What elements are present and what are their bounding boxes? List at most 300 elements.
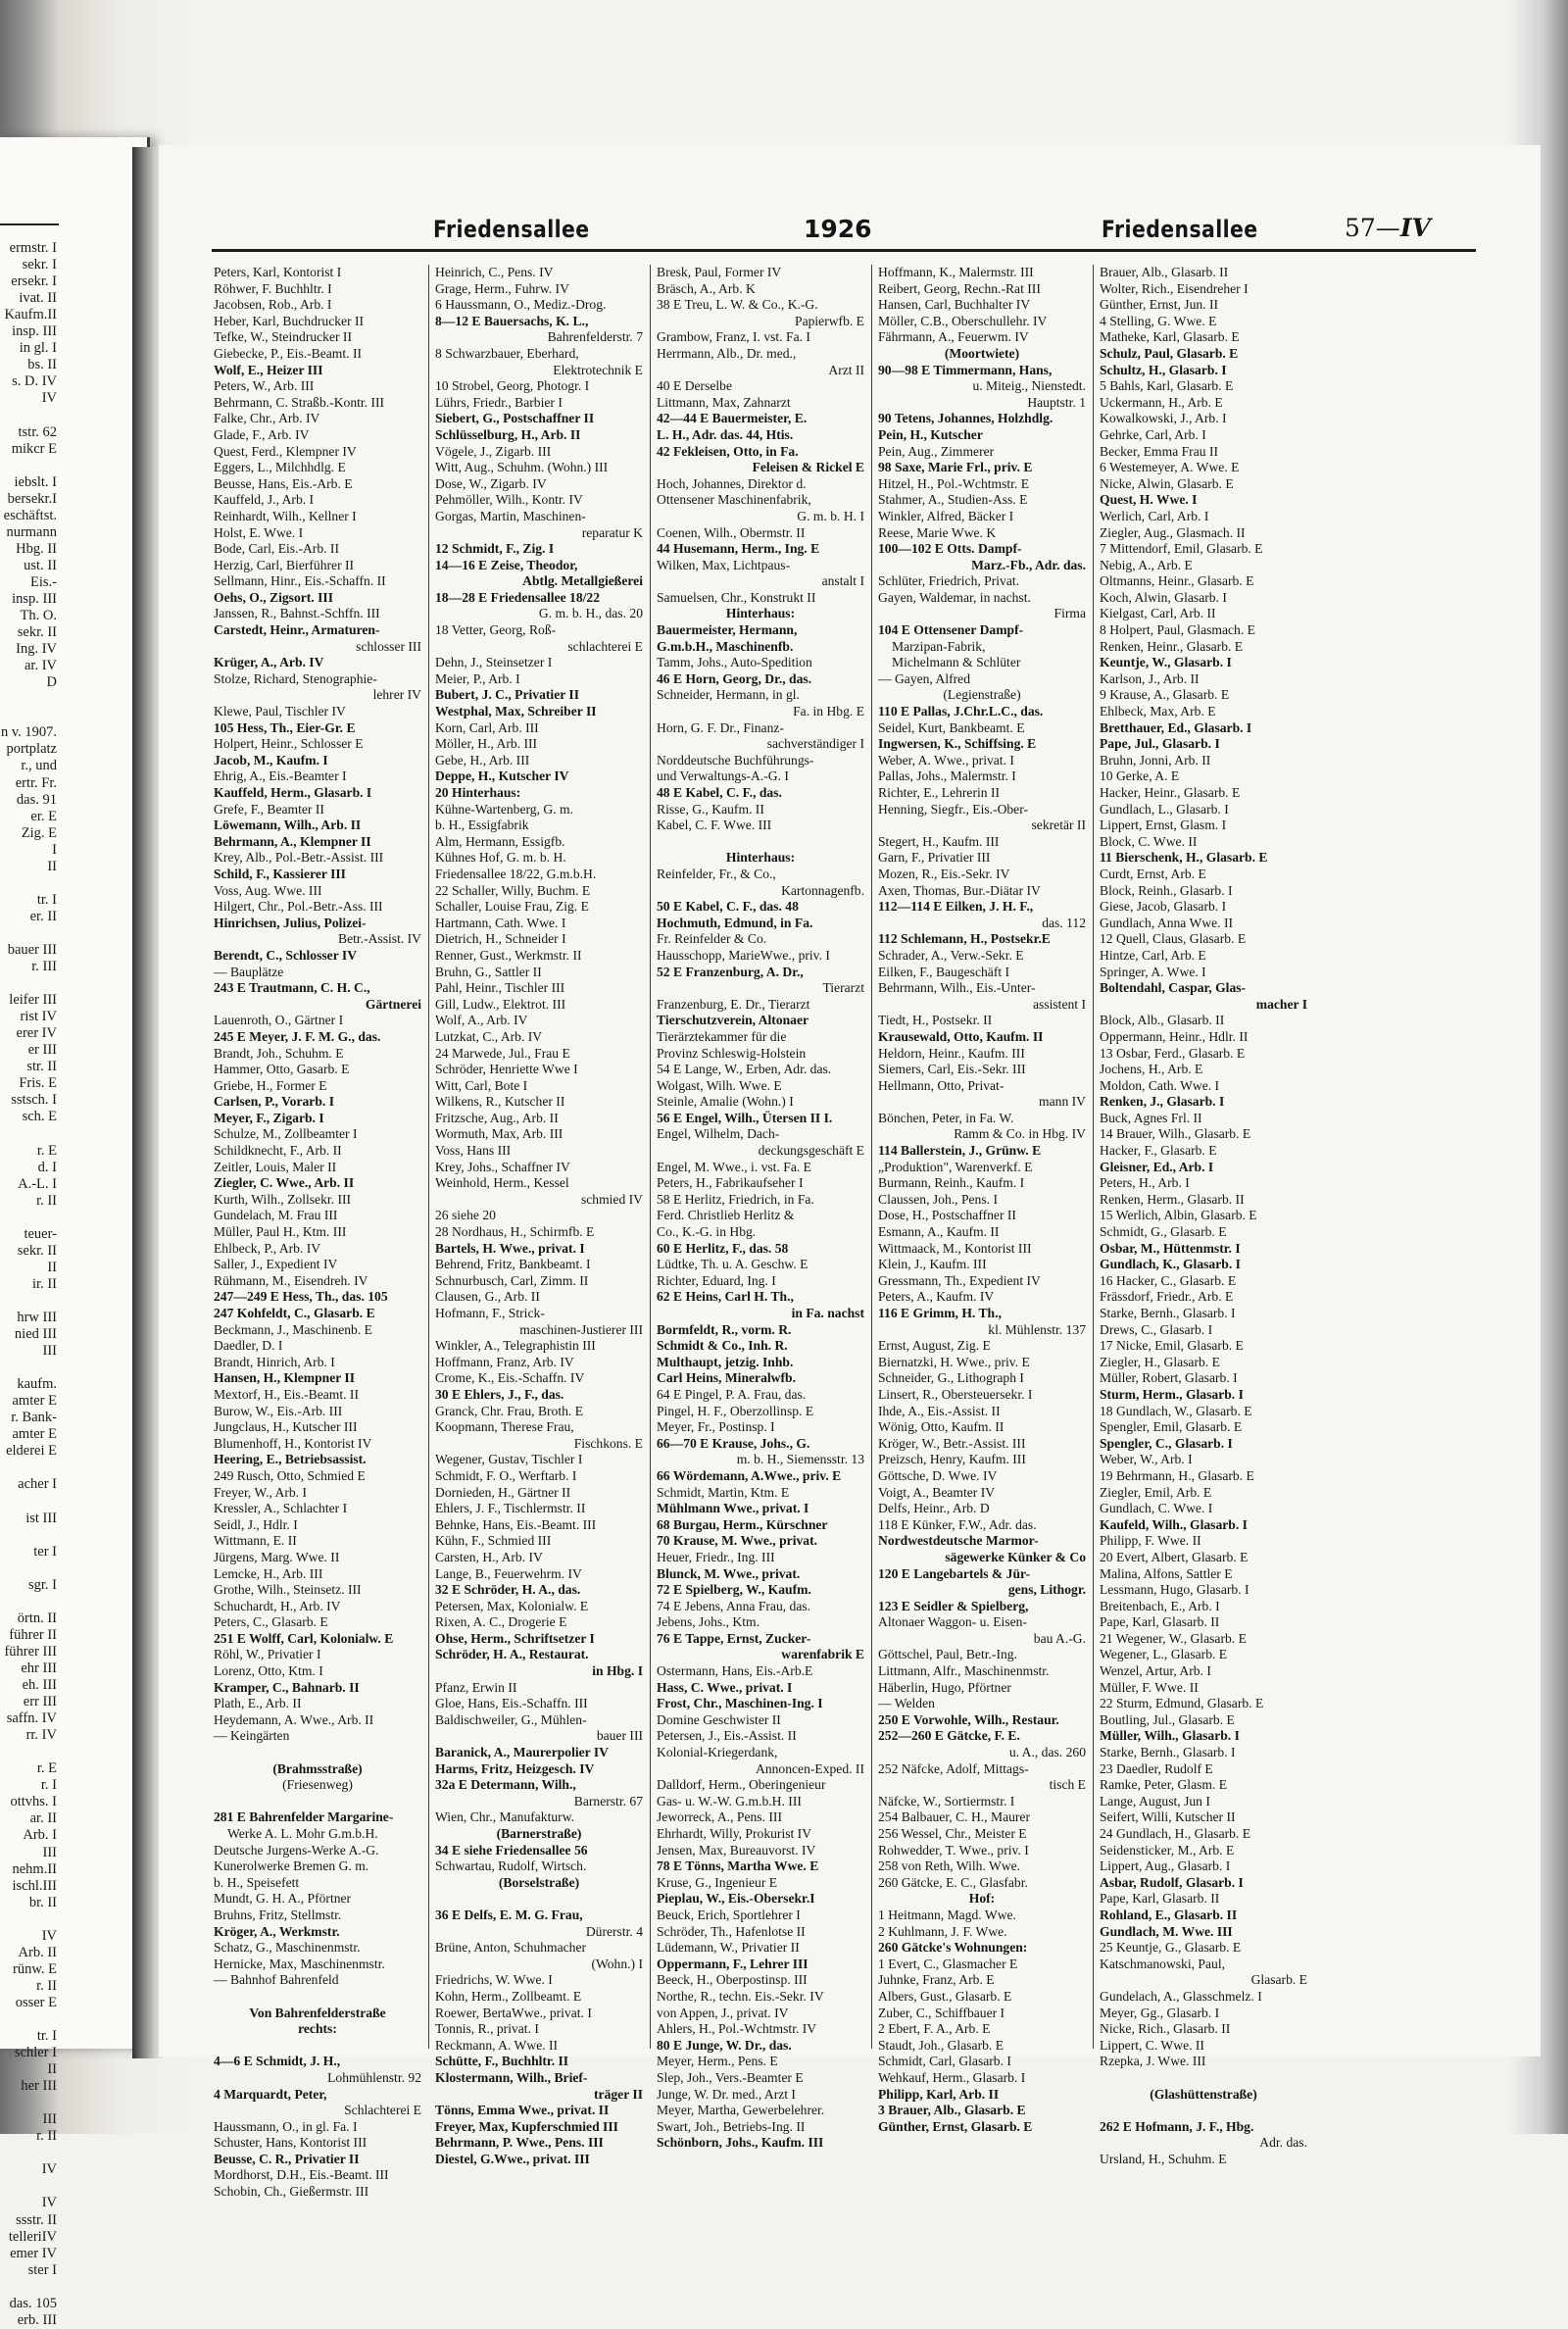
- directory-entry: — Welden: [878, 1696, 935, 1711]
- directory-entry: Ziegler, H., Glasarb. E: [1100, 1354, 1220, 1369]
- directory-entry: L. H., Adr. das. 44, Htis.: [657, 426, 794, 442]
- directory-entry: Nicke, Alwin, Glasarb. E: [1100, 475, 1234, 491]
- directory-entry: [214, 2038, 421, 2055]
- directory-entry: Pehmöller, Wilh., Kontr. IV: [435, 492, 583, 508]
- left-page-fragment-line: [0, 975, 57, 992]
- directory-entry: Brauer, Alb., Glasarb. II: [1100, 265, 1229, 279]
- directory-entry: Lemcke, H., Arb. III: [214, 1565, 323, 1581]
- directory-entry: Mühlmann Wwe., privat. I: [657, 1501, 809, 1516]
- left-page-fragment-line: s. D. IV: [12, 373, 57, 390]
- left-page-fragment-line: nehm.II: [12, 1860, 57, 1877]
- directory-entry: Gundlach, L., Glasarb. I: [1100, 801, 1229, 817]
- directory-entry: b. H., Speisefett: [214, 1874, 300, 1890]
- left-page-fragment-line: sstsch. I: [11, 1092, 57, 1109]
- directory-entry: Klein, J., Kaufm. III: [878, 1257, 987, 1272]
- directory-entry: Müller, F. Wwe. II: [1100, 1679, 1199, 1695]
- directory-entry: Littmann, Max, Zahnarzt: [657, 394, 791, 410]
- directory-entry: Springer, A. Wwe. I: [1100, 964, 1206, 979]
- directory-entry: 256 Wessel, Chr., Meister E: [878, 1826, 1027, 1841]
- directory-entry: Baldischweiler, G., Mühlen-: [435, 1711, 587, 1727]
- directory-entry: 2 Ebert, F. A., Arb. E: [878, 2021, 991, 2037]
- directory-entry: [1100, 2103, 1307, 2119]
- directory-entry: Ehlers, J. F., Tischlermstr. II: [435, 1501, 586, 1516]
- directory-entry: Gorgas, Martin, Maschinen-: [435, 508, 586, 523]
- directory-entry: Reckmann, A. Wwe. II: [435, 2037, 559, 2053]
- directory-entry: Lutzkat, C., Arb. IV: [435, 1028, 543, 1044]
- directory-entry: 66—70 E Krause, Johs., G.: [657, 1435, 810, 1451]
- directory-entry: Garn, F., Privatier III: [878, 850, 991, 866]
- directory-entry: Sturm, Herm., Glasarb. I: [1100, 1386, 1244, 1402]
- directory-entry: Starke, Bernh., Glasarb. I: [1100, 1745, 1236, 1760]
- directory-entry: Mextorf, H., Eis.-Beamt. II: [214, 1386, 359, 1402]
- directory-entry: 72 E Spielberg, W., Kaufm.: [657, 1582, 811, 1598]
- left-page-fragment-line: II: [47, 1259, 57, 1275]
- directory-entry: Dietrich, H., Schneider I: [435, 931, 566, 947]
- left-page-fragment-line: IV: [41, 2195, 57, 2211]
- directory-entry: Ramke, Peter, Glasm. E: [1100, 1777, 1228, 1793]
- left-page-fragment-line: Zig. E: [21, 824, 57, 841]
- directory-entry: Kielgast, Carl, Arb. II: [1100, 606, 1216, 621]
- directory-entry: Voss, Hans III: [435, 1143, 512, 1159]
- directory-entry: Wegener, L., Glasarb. E: [1100, 1647, 1228, 1662]
- left-page-fragment-line: r. III: [31, 959, 57, 975]
- directory-entry: u. Miteig., Nienstedt.: [972, 378, 1086, 394]
- directory-entry: Schild, F., Kassierer III: [214, 866, 346, 881]
- directory-entry: Ohse, Herm., Schriftsetzer I: [435, 1630, 595, 1646]
- left-page-fragment-line: ersekr. I: [11, 273, 57, 290]
- directory-entry: Pallas, Johs., Malermstr. I: [878, 768, 1016, 784]
- directory-entry: Gleisner, Ed., Arb. I: [1100, 1159, 1214, 1174]
- directory-entry: 247—249 E Hess, Th., das. 105: [214, 1289, 388, 1305]
- directory-entry: Brüne, Anton, Schuhmacher: [435, 1940, 587, 1956]
- directory-entry: Beusse, Hans, Eis.-Arb. E: [214, 475, 353, 491]
- directory-entry: Witt, Carl, Bote I: [435, 1077, 528, 1093]
- directory-entry: 38 E Treu, L. W. & Co., K.-G.: [657, 297, 818, 313]
- directory-entry: G. m. b. H. I: [797, 508, 864, 523]
- directory-entry: Curdt, Ernst, Arb. E: [1100, 866, 1206, 881]
- directory-entry: 110 E Pallas, J.Chr.L.C., das.: [878, 704, 1044, 719]
- directory-entry: Zuber, C., Schiffbauer I: [878, 2005, 1005, 2020]
- directory-entry: Jebens, Johs., Ktm.: [657, 1614, 760, 1630]
- left-page-fragment-line: n v. 1907.: [0, 724, 57, 741]
- directory-entry: Rühmann, M., Eisendreh. IV: [214, 1272, 368, 1288]
- directory-entry: Burmann, Reinh., Kaufm. I: [878, 1175, 1025, 1191]
- left-page-rule: [0, 223, 59, 225]
- directory-entry: Marzipan-Fabrik,: [892, 638, 986, 654]
- left-page-fragment-line: [0, 1360, 57, 1376]
- directory-entry: Reibert, Georg, Rechn.-Rat III: [878, 280, 1041, 296]
- header-rule: [212, 249, 1476, 252]
- directory-entry: Gressmann, Th., Expedient IV: [878, 1272, 1041, 1288]
- directory-entry: Fischkons. E: [573, 1435, 643, 1451]
- directory-entry: Winkler, A., Telegraphistin III: [435, 1338, 596, 1354]
- directory-entry: 9 Krause, A., Glasarb. E: [1100, 687, 1230, 703]
- directory-entry: Bruhns, Fritz, Stellmstr.: [214, 1907, 342, 1922]
- directory-entry: Schwartau, Rudolf, Wirtsch.: [435, 1858, 587, 1874]
- directory-entry: 118 E Künker, F.W., Adr. das.: [878, 1516, 1037, 1532]
- directory-entry: Schuchardt, H., Arb. IV: [214, 1598, 341, 1613]
- directory-entry: 24 Gundlach, H., Glasarb. E: [1100, 1826, 1251, 1841]
- directory-entry: Carl Heins, Mineralwfb.: [657, 1370, 796, 1386]
- directory-entry: Griebe, H., Former E: [214, 1077, 327, 1093]
- directory-entry: Hammer, Otto, Gasarb. E: [214, 1062, 350, 1077]
- directory-entry: Meyer, Martha, Gewerbelehrer.: [657, 2103, 825, 2118]
- directory-entry: Hofmann, F., Strick-: [435, 1306, 545, 1320]
- directory-entry: Röhl, W., Privatier I: [214, 1647, 321, 1662]
- directory-entry: Hitzel, H., Pol.-Wchtmstr. E: [878, 475, 1030, 491]
- directory-entry: Göttsche, D. Wwe. IV: [878, 1467, 998, 1483]
- directory-entry: Freyer, Max, Kupferschmied III: [435, 2118, 618, 2134]
- directory-entry: 249 Rusch, Otto, Schmied E: [214, 1467, 366, 1483]
- directory-entry: 17 Nicke, Emil, Glasarb. E: [1100, 1338, 1244, 1354]
- directory-entry: Schröder, H. A., Restaurat.: [435, 1647, 589, 1662]
- directory-entry: Koopmann, Therese Frau,: [435, 1419, 574, 1435]
- directory-entry: Bretthauer, Ed., Glasarb. I: [1100, 719, 1252, 735]
- left-page-fragment-line: ar. IV: [24, 658, 57, 674]
- directory-entry: u. A., das. 260: [1008, 1745, 1086, 1760]
- directory-entry: Schrader, A., Verw.-Sekr. E: [878, 947, 1024, 963]
- directory-entry: Jensen, Max, Bureauvorst. IV: [657, 1842, 816, 1858]
- directory-entry: Kolonial-Kriegerdank,: [657, 1745, 778, 1760]
- directory-entry: Nordwestdeutsche Marmor-: [878, 1533, 1039, 1549]
- directory-entry: Annoncen-Exped. II: [756, 1760, 864, 1776]
- directory-entry: 25 Keuntje, G., Glasarb. E: [1100, 1940, 1242, 1956]
- directory-entry: Hochmuth, Edmund, in Fa.: [657, 915, 813, 930]
- directory-entry: Wien, Chr., Manufakturw.: [435, 1809, 575, 1825]
- directory-entry: Schlachterei E: [344, 2103, 421, 2118]
- directory-entry: Co., K.-G. in Hbg.: [657, 1224, 757, 1240]
- directory-entry: 6 Haussmann, O., Mediz.-Drog.: [435, 297, 607, 313]
- directory-column-2: [435, 265, 643, 2167]
- left-page-fragment-line: Th. O.: [20, 608, 57, 624]
- directory-entry: 40 E Derselbe: [657, 378, 733, 394]
- left-page-fragment-line: [0, 1125, 57, 1142]
- directory-entry: Behrmann, Wilh., Eis.-Unter-: [878, 980, 1036, 996]
- directory-entry: Wehkauf, Herm., Glasarb. I: [878, 2069, 1026, 2085]
- left-page-fragment-line: Ing. IV: [16, 641, 57, 658]
- directory-entry: Fr. Reinfelder & Co.: [657, 931, 767, 947]
- left-page-fragment-line: sekr. II: [17, 624, 57, 641]
- directory-entry: Bruhn, G., Sattler II: [435, 964, 542, 979]
- directory-entry: Multhaupt, jetzig. Inhb.: [657, 1354, 794, 1369]
- directory-entry: Dose, W., Zigarb. IV: [435, 475, 547, 491]
- left-page-fragment-line: tr. I: [36, 2028, 57, 2045]
- left-page-fragment-line: örtn. II: [17, 1610, 57, 1626]
- left-page-fragment-line: IV: [41, 390, 57, 407]
- left-page-fragment-line: ivat. II: [19, 290, 57, 307]
- directory-entry: in Fa. nachst: [791, 1306, 864, 1320]
- directory-entry: Behrend, Fritz, Bankbeamt. I: [435, 1257, 591, 1272]
- left-page-fragment-line: das. 91: [16, 791, 57, 808]
- directory-entry: Giese, Jacob, Glasarb. I: [1100, 899, 1227, 915]
- left-page-fragment-line: tstr. 62: [18, 423, 57, 440]
- directory-entry: Arzt II: [828, 362, 864, 377]
- directory-entry: Saller, J., Expedient IV: [214, 1257, 338, 1272]
- header-street-left: Friedensallee: [433, 216, 590, 243]
- directory-entry: Kaufeld, Wilh., Glasarb. I: [1100, 1516, 1248, 1532]
- directory-entry: Heuer, Friedr., Ing. III: [657, 1549, 775, 1564]
- directory-entry: 2 Kuhlmann, J. F. Wwe.: [878, 1923, 1007, 1939]
- directory-entry: Jochens, H., Arb. E: [1100, 1062, 1203, 1077]
- directory-entry: Elektrotechnik E: [553, 362, 643, 377]
- left-page-fragment-line: Eis.-: [30, 573, 57, 590]
- directory-entry: Gundelach, M. Frau III: [214, 1208, 338, 1223]
- directory-entry: Staudt, Joh., Glasarb. E: [878, 2037, 1004, 2053]
- directory-entry: Kröger, A., Werkmstr.: [214, 1923, 340, 1939]
- directory-entry: Lange, August, Jun I: [1100, 1793, 1210, 1809]
- left-page-fragment-line: bauer III: [7, 941, 57, 958]
- left-page-fragment-line: amter E: [12, 1426, 57, 1443]
- left-page-fragment-line: r. II: [36, 1192, 57, 1209]
- directory-entry: 36 E Delfs, E. M. G. Frau,: [435, 1907, 583, 1922]
- directory-entry: Schneider, G., Lithograph I: [878, 1370, 1024, 1386]
- left-page-fragment-line: [0, 1494, 57, 1511]
- directory-entry: deckungsgeschäft E: [758, 1143, 864, 1159]
- directory-entry: Rzepka, J. Wwe. III: [1100, 2054, 1206, 2069]
- left-page-fragment-line: [0, 2145, 57, 2161]
- directory-entry: Klewe, Paul, Tischler IV: [214, 704, 346, 719]
- directory-entry: 42—44 E Bauermeister, E.: [657, 411, 808, 426]
- directory-entry: Tefke, W., Steindrucker II: [214, 329, 352, 345]
- directory-entry: Heber, Karl, Buchdrucker II: [214, 313, 365, 328]
- left-page-fragment-line: [0, 1744, 57, 1760]
- directory-entry: Ihde, A., Eis.-Assist. II: [878, 1403, 1001, 1418]
- directory-entry: Dalldorf, Herm., Oberingenieur: [657, 1777, 826, 1793]
- directory-entry: Beeck, H., Oberpostinsp. III: [657, 1972, 808, 1988]
- directory-entry: — Bauplätze: [214, 964, 284, 979]
- directory-entry: Hoffmann, K., Malermstr. III: [878, 265, 1034, 279]
- directory-entry: m. b. H., Siemensstr. 13: [736, 1452, 864, 1467]
- directory-entry: — Bahnhof Bahrenfeld: [214, 1972, 339, 1988]
- directory-entry: 22 Schaller, Willy, Buchm. E: [435, 882, 591, 898]
- left-page-fragment-line: ottvhs. I: [10, 1794, 57, 1810]
- left-page-fragment-line: ischl.III: [12, 1877, 57, 1894]
- left-page-fragment-line: sekr. I: [22, 257, 57, 273]
- directory-entry: Hansen, H., Klempner II: [214, 1370, 356, 1386]
- directory-entry: Adr. das.: [1259, 2135, 1307, 2151]
- directory-entry: Möller, C.B., Oberschullehr. IV: [878, 313, 1048, 328]
- directory-entry: Heydemann, A. Wwe., Arb. II: [214, 1711, 374, 1727]
- directory-entry: 243 E Trautmann, C. H. C.,: [214, 980, 370, 996]
- directory-entry: 5 Bahls, Karl, Glasarb. E: [1100, 378, 1234, 394]
- directory-entry: 58 E Herlitz, Friedrich, in Fa.: [657, 1191, 814, 1207]
- left-page-fragment-line: rr. IV: [25, 1727, 57, 1744]
- directory-entry: Jacob, M., Kaufm. I: [214, 752, 328, 768]
- directory-entry: Häberlin, Hugo, Pförtner: [878, 1679, 1011, 1695]
- left-page-fragment-line: II: [47, 2061, 57, 2078]
- directory-entry: Hintze, Carl, Arb. E: [1100, 947, 1206, 963]
- directory-entry: 104 E Ottensener Dampf-: [878, 622, 1024, 638]
- directory-entry: Buck, Agnes Frl. II: [1100, 1110, 1202, 1125]
- directory-entry: Behrmann, P. Wwe., Pens. III: [435, 2135, 604, 2151]
- directory-entry: Franzenburg, E. Dr., Tierarzt: [657, 996, 810, 1012]
- directory-entry: Axen, Thomas, Bur.-Diätar IV: [878, 882, 1041, 898]
- page-number: 57—: [1345, 214, 1400, 242]
- directory-entry: (Borselstraße): [498, 1874, 580, 1890]
- left-page-fragment-line: amter E: [12, 1393, 57, 1410]
- left-page-fragment-line: r. II: [36, 1977, 57, 1994]
- directory-entry: 46 E Horn, Georg, Dr., das.: [657, 670, 812, 686]
- directory-entry: Schulz, Paul, Glasarb. E: [1100, 345, 1239, 361]
- directory-entry: Mordhorst, D.H., Eis.-Beamt. III: [214, 2167, 389, 2183]
- directory-entry: Seidensticker, M., Arb. E: [1100, 1842, 1235, 1858]
- left-page-fragment-line: br. II: [28, 1894, 57, 1910]
- directory-entry: Schlüter, Friedrich, Privat.: [878, 573, 1020, 589]
- directory-entry: Kühn, F., Schmied III: [435, 1533, 552, 1549]
- directory-entry: 66 Wördemann, A.Wwe., priv. E: [657, 1467, 842, 1483]
- directory-entry: Bräsch, A., Arb. K: [657, 280, 756, 296]
- left-page-fragment-line: A.-L. I: [18, 1175, 57, 1192]
- left-page-fragment-line: iebslt. I: [14, 473, 57, 490]
- directory-entry: 19 Behrmann, H., Glasarb. E: [1100, 1467, 1254, 1483]
- directory-entry: Engel, Wilhelm, Dach-: [657, 1126, 780, 1142]
- directory-entry: Gundlach, C. Wwe. I: [1100, 1501, 1213, 1516]
- directory-entry: 12 Schmidt, F., Zig. I: [435, 541, 555, 557]
- left-page-fragment-line: rünw. E: [13, 1960, 57, 1977]
- directory-entry: Lohmühlenstr. 92: [327, 2069, 421, 2085]
- directory-entry: Glasarb. E: [1250, 1972, 1307, 1988]
- left-page-fragment-line: erb. III: [17, 2311, 57, 2328]
- directory-entry: Linsert, R., Obersteuersekr. I: [878, 1386, 1033, 1402]
- left-page-fragment-line: nurmann: [6, 523, 57, 540]
- left-page-fragment-line: acher I: [18, 1476, 57, 1493]
- directory-entry: Grefe, F., Beamter II: [214, 801, 324, 817]
- directory-entry: Lorenz, Otto, Ktm. I: [214, 1663, 323, 1679]
- directory-entry: Harms, Fritz, Heizgesch. IV: [435, 1760, 595, 1776]
- directory-entry: Korn, Carl, Arb. III: [435, 719, 539, 735]
- directory-entry: Diestel, G.Wwe., privat. III: [435, 2151, 590, 2166]
- directory-entry: Plath, E., Arb. II: [214, 1696, 302, 1711]
- directory-entry: Meier, P., Arb. I: [435, 670, 520, 686]
- directory-entry: Von Bahrenfelderstraße: [249, 2005, 386, 2020]
- directory-entry: Esmann, A., Kaufm. II: [878, 1224, 1000, 1240]
- directory-entry: schlosser III: [356, 638, 421, 654]
- directory-entry: 64 E Pingel, P. A. Frau, das.: [657, 1386, 807, 1402]
- left-page-fragment-line: [0, 1911, 57, 1928]
- left-page-fragment-line: mikcr E: [11, 440, 57, 457]
- left-page-fragment-line: [0, 1293, 57, 1310]
- directory-entry: 90—98 E Timmermann, Hans,: [878, 362, 1053, 377]
- directory-entry: Pein, H., Kutscher: [878, 426, 983, 442]
- directory-column-5: [1100, 265, 1307, 2167]
- left-page-fragment-line: r. Bank-: [11, 1410, 57, 1426]
- directory-entry: Hass, C. Wwe., privat. I: [657, 1679, 793, 1695]
- directory-entry: Beusse, C. R., Privatier II: [214, 2151, 360, 2166]
- left-page-fragment-line: Kaufm.II: [4, 307, 57, 323]
- directory-entry: 16 Hacker, C., Glasarb. E: [1100, 1272, 1237, 1288]
- directory-entry: 123 E Seidler & Spielberg,: [878, 1598, 1029, 1613]
- directory-entry: (Wohn.) I: [591, 1956, 643, 1971]
- directory-entry: Hilgert, Chr., Pol.-Betr.-Ass. III: [214, 899, 383, 915]
- directory-entry: Albers, Gust., Glasarb. E: [878, 1988, 1012, 2004]
- directory-entry: Hoch, Johannes, Direktor d.: [657, 475, 807, 491]
- directory-entry: Pieplau, W., Eis.-Obersekr.I: [657, 1891, 815, 1907]
- directory-entry: Meyer, Gg., Glasarb. I: [1100, 2005, 1220, 2020]
- directory-entry: Lange, B., Feuerwehrm. IV: [435, 1565, 582, 1581]
- directory-entry: 68 Burgau, Herm., Kürschner: [657, 1516, 828, 1532]
- directory-entry: Janssen, R., Bahnst.-Schffn. III: [214, 606, 380, 621]
- left-page-fragment-line: portplatz: [6, 741, 57, 758]
- directory-entry: 15 Werlich, Albin, Glasarb. E: [1100, 1208, 1257, 1223]
- directory-entry: Spengler, Emil, Glasarb. E: [1100, 1419, 1243, 1435]
- directory-entry: Nicke, Rich., Glasarb. II: [1100, 2021, 1231, 2037]
- directory-entry: Hartmann, Cath. Wwe. I: [435, 915, 566, 930]
- directory-entry: schmied IV: [580, 1191, 643, 1207]
- directory-entry: lehrer IV: [372, 687, 421, 703]
- directory-entry: Gebe, H., Arb. III: [435, 752, 530, 768]
- directory-entry: Berendt, C., Schlosser IV: [214, 947, 358, 963]
- directory-entry: 8 Holpert, Paul, Glasmach. E: [1100, 622, 1255, 638]
- directory-entry: Renken, Herm., Glasarb. II: [1100, 1191, 1245, 1207]
- directory-entry: 50 E Kabel, C. F., das. 48: [657, 899, 799, 915]
- directory-entry: Kühne-Wartenberg, G. m.: [435, 801, 573, 817]
- directory-entry: Katschmanowski, Paul,: [1100, 1956, 1225, 1971]
- directory-entry: Breitenbach, E., Arb. I: [1100, 1598, 1220, 1613]
- directory-entry: Meyer, F., Zigarb. I: [214, 1110, 324, 1125]
- directory-entry: Seidel, Kurt, Bankbeamt. E: [878, 719, 1025, 735]
- directory-entry: Frost, Chr., Maschinen-Ing. I: [657, 1696, 823, 1711]
- left-page-fragment-line: hrw III: [17, 1310, 57, 1325]
- directory-entry: Pahl, Heinr., Tischler III: [435, 980, 565, 996]
- directory-entry: Quest, Ferd., Klempner IV: [214, 443, 357, 459]
- directory-entry: Keuntje, W., Glasarb. I: [1100, 655, 1232, 670]
- directory-entry: Friedrichs, W. Wwe. I: [435, 1972, 553, 1988]
- directory-page: [159, 145, 1541, 2200]
- directory-entry: maschinen-Justierer III: [519, 1321, 643, 1337]
- directory-entry: 3 Brauer, Alb., Glasarb. E: [878, 2103, 1026, 2118]
- directory-entry: und Verwaltungs-A.-G. I: [657, 768, 789, 784]
- directory-entry: b. H., Essigfabrik: [435, 818, 529, 833]
- directory-entry: 6 Westemeyer, A. Wwe. E: [1100, 460, 1240, 475]
- directory-entry: Schmidt, Carl, Glasarb. I: [878, 2054, 1011, 2069]
- directory-entry: 8—12 E Bauersachs, K. L.,: [435, 313, 589, 328]
- directory-entry: Herrmann, Alb., Dr. med.,: [657, 345, 797, 361]
- directory-entry: Seidl, J., Hdlr. I: [214, 1516, 298, 1532]
- directory-entry: Carlsen, P., Vorarb. I: [214, 1094, 334, 1110]
- left-page-fragment-line: Arb. II: [18, 1944, 57, 1960]
- directory-entry: Ottensener Maschinenfabrik,: [657, 492, 811, 508]
- directory-entry: Heldorn, Heinr., Kaufm. III: [878, 1045, 1025, 1061]
- left-page-fragment-line: er III: [27, 1042, 57, 1059]
- directory-entry: Weber, A. Wwe., privat. I: [878, 752, 1014, 768]
- left-page-fragment-line: [0, 1594, 57, 1610]
- left-page-fragment-line: [0, 1527, 57, 1544]
- directory-entry: Ingwersen, K., Schiffsing. E: [878, 736, 1037, 752]
- directory-entry: Wolf, A., Arb. IV: [435, 1013, 528, 1028]
- directory-entry: Grothe, Wilh., Steinsetz. III: [214, 1582, 362, 1598]
- directory-entry: Schatz, G., Maschinenmstr.: [214, 1940, 361, 1956]
- directory-column-1: [214, 265, 421, 2201]
- directory-entry: Pape, Karl, Glasarb. II: [1100, 1891, 1220, 1907]
- directory-entry: 260 Gätcke's Wohnungen:: [878, 1940, 1028, 1956]
- left-page-fragment-line: r. II: [36, 2128, 57, 2145]
- directory-entry: Feleisen & Rickel E: [752, 460, 864, 475]
- directory-entry: Schütte, F., Buchhltr. II: [435, 2054, 569, 2069]
- directory-entry: Witt, Aug., Schuhm. (Wohn.) III: [435, 460, 609, 475]
- directory-entry: (Friesenweg): [282, 1777, 353, 1793]
- directory-entry: 14 Brauer, Wilh., Glasarb. E: [1100, 1126, 1251, 1142]
- directory-entry: Holpert, Heinr., Schlosser E: [214, 736, 364, 752]
- directory-entry: Ehrhardt, Willy, Prokurist IV: [657, 1826, 812, 1841]
- left-page-fragment-line: sch. E: [22, 1109, 57, 1125]
- directory-entry: Philipp, F. Wwe. II: [1100, 1533, 1201, 1549]
- directory-entry: schlachterei E: [567, 638, 643, 654]
- directory-entry: Ferd. Christlieb Herlitz &: [657, 1208, 795, 1223]
- left-page-fragment-line: ertr. Fr.: [15, 774, 57, 791]
- directory-entry: [1100, 2070, 1307, 2087]
- directory-entry: Horn, G. F. Dr., Finanz-: [657, 719, 784, 735]
- directory-entry: Samuelsen, Chr., Konstrukt II: [657, 589, 816, 605]
